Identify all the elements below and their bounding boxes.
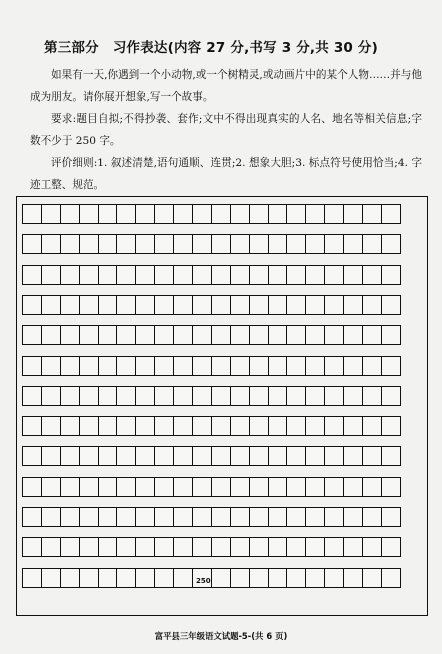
grid-cell[interactable] xyxy=(192,507,212,527)
grid-cell[interactable] xyxy=(381,295,401,315)
grid-cell[interactable] xyxy=(268,356,288,376)
grid-cell[interactable] xyxy=(22,386,42,406)
grid-cell[interactable] xyxy=(305,537,325,557)
grid-cell[interactable] xyxy=(192,477,212,497)
grid-cell[interactable] xyxy=(381,537,401,557)
page-footer: 富平县三年级语文试题-5-(共 6 页) xyxy=(154,631,288,641)
grid-cell[interactable] xyxy=(154,416,174,436)
grid-cell[interactable] xyxy=(192,265,212,285)
grid-cell[interactable] xyxy=(362,477,382,497)
grid-cell[interactable] xyxy=(305,568,325,588)
grid-cell[interactable] xyxy=(305,386,325,406)
grid-cell[interactable] xyxy=(249,537,269,557)
grid-cell[interactable] xyxy=(192,295,212,315)
grid-cell[interactable] xyxy=(305,416,325,436)
evaluation-criteria: 评价细则:1. 叙述清楚,语句通顺、连贯;2. 想象大胆;3. 标点符号使用恰当;4. 字迹工整、规范。 xyxy=(30,157,422,191)
grid-cell[interactable] xyxy=(173,507,193,527)
grid-cell[interactable] xyxy=(324,446,344,466)
grid-cell[interactable] xyxy=(60,416,80,436)
grid-cell[interactable] xyxy=(249,386,269,406)
grid-cell[interactable] xyxy=(135,356,155,376)
grid-cell[interactable] xyxy=(362,386,382,406)
grid-cell[interactable] xyxy=(41,477,61,497)
grid-cell[interactable] xyxy=(41,204,61,224)
grid-cell[interactable] xyxy=(230,204,250,224)
grid-cell[interactable] xyxy=(324,568,344,588)
grid-cell[interactable] xyxy=(286,234,306,254)
grid-cell[interactable] xyxy=(22,234,42,254)
section-title: 习作表达(内容 27 分,书写 3 分,共 30 分) xyxy=(112,40,378,56)
grid-cell[interactable] xyxy=(268,265,288,285)
grid-cell[interactable] xyxy=(211,477,231,497)
grid-cell[interactable] xyxy=(98,416,118,436)
grid-cell[interactable] xyxy=(192,204,212,224)
grid-cell[interactable] xyxy=(324,204,344,224)
grid-cell[interactable] xyxy=(22,416,42,436)
grid-cell[interactable] xyxy=(362,204,382,224)
grid-cell[interactable] xyxy=(22,325,42,345)
grid-cell[interactable] xyxy=(305,204,325,224)
grid-row xyxy=(22,446,400,466)
grid-cell[interactable] xyxy=(343,295,363,315)
grid-cell[interactable] xyxy=(230,234,250,254)
grid-cell[interactable] xyxy=(211,204,231,224)
grid-cell[interactable] xyxy=(154,446,174,466)
grid-cell[interactable] xyxy=(286,446,306,466)
grid-cell[interactable] xyxy=(362,568,382,588)
grid-cell[interactable] xyxy=(286,416,306,436)
grid-cell[interactable] xyxy=(268,477,288,497)
grid-cell[interactable] xyxy=(362,325,382,345)
grid-cell[interactable] xyxy=(116,265,136,285)
grid-cell[interactable] xyxy=(135,477,155,497)
grid-cell[interactable] xyxy=(22,477,42,497)
grid-cell[interactable] xyxy=(60,386,80,406)
grid-cell[interactable] xyxy=(305,234,325,254)
grid-cell[interactable] xyxy=(268,295,288,315)
grid-cell[interactable] xyxy=(305,507,325,527)
grid-cell[interactable] xyxy=(79,446,99,466)
grid-cell[interactable] xyxy=(154,204,174,224)
grid-cell[interactable] xyxy=(343,568,363,588)
grid-cell[interactable] xyxy=(60,204,80,224)
grid-cell[interactable] xyxy=(381,356,401,376)
grid-cell[interactable] xyxy=(249,295,269,315)
grid-cell[interactable] xyxy=(41,265,61,285)
grid-cell[interactable] xyxy=(116,477,136,497)
grid-cell[interactable] xyxy=(324,537,344,557)
grid-cell[interactable] xyxy=(343,386,363,406)
grid-cell[interactable] xyxy=(286,325,306,345)
grid-cell[interactable] xyxy=(79,477,99,497)
grid-cell[interactable] xyxy=(230,568,250,588)
grid-cell[interactable] xyxy=(60,507,80,527)
grid-cell[interactable] xyxy=(173,295,193,315)
grid-row xyxy=(22,325,400,345)
grid-cell[interactable] xyxy=(135,204,155,224)
grid-cell[interactable] xyxy=(192,325,212,345)
grid-cell[interactable] xyxy=(98,204,118,224)
grid-cell[interactable] xyxy=(381,568,401,588)
grid-cell[interactable] xyxy=(192,386,212,406)
section-part-label: 第三部分 xyxy=(44,40,99,56)
grid-cell[interactable] xyxy=(211,568,231,588)
grid-cell[interactable] xyxy=(381,325,401,345)
grid-cell[interactable] xyxy=(211,265,231,285)
grid-cell[interactable] xyxy=(41,507,61,527)
grid-cell[interactable] xyxy=(362,446,382,466)
grid-cell[interactable] xyxy=(343,234,363,254)
grid-cell[interactable] xyxy=(79,507,99,527)
grid-cell[interactable] xyxy=(286,295,306,315)
grid-cell[interactable] xyxy=(230,295,250,315)
grid-row xyxy=(22,477,400,497)
grid-cell[interactable] xyxy=(230,386,250,406)
grid-cell[interactable] xyxy=(305,477,325,497)
grid-cell[interactable] xyxy=(41,446,61,466)
grid-cell[interactable] xyxy=(98,446,118,466)
grid-cell[interactable] xyxy=(98,234,118,254)
grid-cell[interactable] xyxy=(230,507,250,527)
grid-cell[interactable] xyxy=(79,265,99,285)
grid-cell[interactable] xyxy=(305,356,325,376)
grid-cell[interactable] xyxy=(343,537,363,557)
grid-cell[interactable] xyxy=(135,446,155,466)
grid-cell[interactable] xyxy=(192,234,212,254)
grid-cell[interactable] xyxy=(154,265,174,285)
grid-cell[interactable] xyxy=(22,507,42,527)
grid-cell[interactable] xyxy=(230,416,250,436)
grid-cell[interactable] xyxy=(116,204,136,224)
grid-cell[interactable] xyxy=(135,325,155,345)
word-count-marker: 250 xyxy=(196,577,211,585)
grid-cell[interactable] xyxy=(41,325,61,345)
grid-cell[interactable] xyxy=(154,537,174,557)
grid-cell[interactable] xyxy=(79,325,99,345)
grid-cell[interactable] xyxy=(286,507,306,527)
grid-cell[interactable] xyxy=(286,568,306,588)
grid-cell[interactable] xyxy=(343,356,363,376)
grid-cell[interactable] xyxy=(22,446,42,466)
grid-cell[interactable] xyxy=(286,265,306,285)
grid-cell[interactable] xyxy=(324,416,344,436)
grid-row xyxy=(22,416,400,436)
grid-cell[interactable] xyxy=(343,204,363,224)
grid-cell[interactable] xyxy=(268,325,288,345)
section-heading xyxy=(44,36,378,56)
grid-cell[interactable] xyxy=(362,356,382,376)
writing-prompt: 如果有一天,你遇到一个小动物,或一个树精灵,或动画片中的某个人物……并与他成为朋友。请你展开想象,写一个故事。 xyxy=(30,69,422,103)
grid-cell[interactable] xyxy=(324,234,344,254)
grid-cell[interactable] xyxy=(249,507,269,527)
grid-cell[interactable] xyxy=(192,356,212,376)
grid-cell[interactable] xyxy=(154,386,174,406)
grid-cell[interactable] xyxy=(41,295,61,315)
grid-cell[interactable] xyxy=(79,537,99,557)
grid-cell[interactable] xyxy=(230,325,250,345)
grid-cell[interactable] xyxy=(173,386,193,406)
grid-cell[interactable] xyxy=(211,386,231,406)
grid-cell[interactable] xyxy=(305,446,325,466)
grid-cell[interactable] xyxy=(60,356,80,376)
grid-cell[interactable] xyxy=(249,568,269,588)
grid-cell[interactable] xyxy=(41,568,61,588)
grid-cell[interactable] xyxy=(173,265,193,285)
grid-cell[interactable] xyxy=(211,325,231,345)
grid-cell[interactable] xyxy=(98,477,118,497)
grid-cell[interactable] xyxy=(381,204,401,224)
grid-cell[interactable] xyxy=(154,356,174,376)
grid-cell[interactable] xyxy=(230,356,250,376)
grid-cell[interactable] xyxy=(135,234,155,254)
grid-cell[interactable] xyxy=(192,537,212,557)
grid-cell[interactable] xyxy=(286,356,306,376)
grid-cell[interactable] xyxy=(60,568,80,588)
grid-cell[interactable] xyxy=(22,537,42,557)
grid-cell[interactable] xyxy=(22,204,42,224)
grid-cell[interactable] xyxy=(135,416,155,436)
grid-cell[interactable] xyxy=(135,295,155,315)
grid-cell[interactable] xyxy=(324,356,344,376)
grid-cell[interactable] xyxy=(135,537,155,557)
grid-cell[interactable] xyxy=(135,507,155,527)
grid-cell[interactable] xyxy=(381,477,401,497)
grid-cell[interactable] xyxy=(211,356,231,376)
grid-cell[interactable] xyxy=(41,416,61,436)
grid-cell[interactable] xyxy=(268,234,288,254)
grid-cell[interactable] xyxy=(305,295,325,315)
grid-cell[interactable] xyxy=(324,295,344,315)
grid-cell[interactable] xyxy=(211,295,231,315)
grid-cell[interactable] xyxy=(79,416,99,436)
grid-cell[interactable] xyxy=(22,265,42,285)
grid-cell[interactable] xyxy=(98,325,118,345)
grid-cell[interactable] xyxy=(381,446,401,466)
grid-cell[interactable] xyxy=(135,265,155,285)
grid-cell[interactable] xyxy=(381,507,401,527)
grid-cell[interactable] xyxy=(249,325,269,345)
grid-cell[interactable] xyxy=(98,356,118,376)
grid-cell[interactable] xyxy=(249,204,269,224)
grid-cell[interactable] xyxy=(268,386,288,406)
grid-cell[interactable] xyxy=(192,446,212,466)
grid-cell[interactable] xyxy=(79,234,99,254)
grid-cell[interactable] xyxy=(211,507,231,527)
grid-cell[interactable] xyxy=(154,477,174,497)
grid-cell[interactable] xyxy=(211,416,231,436)
grid-row xyxy=(22,234,400,254)
grid-cell[interactable] xyxy=(211,537,231,557)
grid-cell[interactable] xyxy=(154,295,174,315)
grid-cell[interactable] xyxy=(41,356,61,376)
grid-cell[interactable] xyxy=(362,265,382,285)
grid-cell[interactable] xyxy=(116,507,136,527)
grid-cell[interactable] xyxy=(211,446,231,466)
grid-cell[interactable] xyxy=(249,234,269,254)
grid-cell[interactable] xyxy=(116,537,136,557)
writing-requirements: 要求:题目自拟;不得抄袭、套作;文中不得出现真实的人名、地名等相关信息;字数不少于 250 字。 xyxy=(30,113,422,147)
grid-row xyxy=(22,507,400,527)
grid-cell[interactable] xyxy=(230,537,250,557)
grid-cell[interactable] xyxy=(362,234,382,254)
grid-cell[interactable] xyxy=(381,386,401,406)
grid-cell[interactable] xyxy=(268,537,288,557)
grid-cell[interactable] xyxy=(343,477,363,497)
grid-cell[interactable] xyxy=(116,325,136,345)
grid-cell[interactable] xyxy=(173,204,193,224)
grid-cell[interactable] xyxy=(286,386,306,406)
grid-row xyxy=(22,356,400,376)
grid-cell[interactable] xyxy=(60,537,80,557)
grid-cell[interactable] xyxy=(249,265,269,285)
grid-cell[interactable] xyxy=(305,265,325,285)
grid-cell[interactable] xyxy=(343,507,363,527)
grid-cell[interactable] xyxy=(211,234,231,254)
grid-cell[interactable] xyxy=(79,568,99,588)
grid-row xyxy=(22,295,400,315)
grid-cell[interactable] xyxy=(41,537,61,557)
grid-cell[interactable] xyxy=(154,325,174,345)
grid-cell[interactable] xyxy=(305,325,325,345)
grid-cell[interactable] xyxy=(286,537,306,557)
grid-cell[interactable] xyxy=(249,416,269,436)
grid-cell[interactable] xyxy=(362,537,382,557)
grid-cell[interactable] xyxy=(324,477,344,497)
grid-cell[interactable] xyxy=(173,568,193,588)
grid-cell[interactable] xyxy=(173,416,193,436)
grid-cell[interactable] xyxy=(116,386,136,406)
grid-cell[interactable] xyxy=(116,356,136,376)
grid-cell[interactable] xyxy=(116,234,136,254)
grid-cell[interactable] xyxy=(343,446,363,466)
grid-cell[interactable] xyxy=(324,265,344,285)
grid-cell[interactable] xyxy=(249,356,269,376)
grid-cell[interactable] xyxy=(22,356,42,376)
grid-cell[interactable] xyxy=(286,477,306,497)
grid-cell[interactable] xyxy=(268,204,288,224)
grid-cell[interactable] xyxy=(249,446,269,466)
grid-cell[interactable] xyxy=(324,325,344,345)
grid-cell[interactable] xyxy=(154,568,174,588)
grid-cell[interactable] xyxy=(116,295,136,315)
grid-cell[interactable] xyxy=(173,446,193,466)
grid-cell[interactable] xyxy=(135,568,155,588)
grid-cell[interactable] xyxy=(381,265,401,285)
grid-row xyxy=(22,265,400,285)
grid-cell[interactable] xyxy=(268,446,288,466)
grid-cell[interactable] xyxy=(41,386,61,406)
grid-cell[interactable] xyxy=(60,234,80,254)
grid-cell[interactable] xyxy=(343,416,363,436)
grid-cell[interactable] xyxy=(173,325,193,345)
grid-cell[interactable] xyxy=(79,204,99,224)
grid-cell[interactable] xyxy=(154,234,174,254)
grid-cell[interactable] xyxy=(192,416,212,436)
grid-cell[interactable] xyxy=(22,295,42,315)
grid-cell[interactable] xyxy=(135,386,155,406)
grid-cell[interactable] xyxy=(79,295,99,315)
grid-cell[interactable] xyxy=(116,568,136,588)
grid-cell[interactable] xyxy=(268,416,288,436)
grid-cell[interactable] xyxy=(381,234,401,254)
grid-cell[interactable] xyxy=(154,507,174,527)
grid-row xyxy=(22,204,400,224)
grid-cell[interactable] xyxy=(98,265,118,285)
grid-cell[interactable] xyxy=(60,265,80,285)
grid-cell[interactable] xyxy=(362,295,382,315)
grid-cell[interactable] xyxy=(98,568,118,588)
composition-grid[interactable] xyxy=(16,196,428,616)
grid-cell[interactable] xyxy=(98,507,118,527)
grid-cell[interactable] xyxy=(268,568,288,588)
grid-cell[interactable] xyxy=(116,416,136,436)
grid-cell[interactable] xyxy=(173,537,193,557)
grid-cell[interactable] xyxy=(230,446,250,466)
grid-cell[interactable] xyxy=(79,356,99,376)
grid-cell[interactable] xyxy=(286,204,306,224)
grid-cell[interactable] xyxy=(173,356,193,376)
grid-cell[interactable] xyxy=(230,477,250,497)
grid-cell[interactable] xyxy=(98,386,118,406)
grid-cell[interactable] xyxy=(362,507,382,527)
grid-cell[interactable] xyxy=(116,446,136,466)
grid-cell[interactable] xyxy=(173,234,193,254)
grid-cell[interactable] xyxy=(79,386,99,406)
grid-cell[interactable] xyxy=(173,477,193,497)
grid-cell[interactable] xyxy=(381,416,401,436)
grid-cell[interactable] xyxy=(41,234,61,254)
grid-cell[interactable] xyxy=(343,265,363,285)
grid-row xyxy=(22,386,400,406)
grid-cell[interactable] xyxy=(268,507,288,527)
grid-cell[interactable] xyxy=(324,386,344,406)
grid-row xyxy=(22,537,400,557)
grid-cell[interactable] xyxy=(324,507,344,527)
grid-cell[interactable] xyxy=(60,446,80,466)
grid-cell[interactable] xyxy=(249,477,269,497)
grid-cell[interactable] xyxy=(60,295,80,315)
grid-cell[interactable] xyxy=(60,477,80,497)
grid-cell[interactable] xyxy=(362,416,382,436)
grid-cell[interactable] xyxy=(343,325,363,345)
grid-cell[interactable] xyxy=(98,537,118,557)
grid-cell[interactable] xyxy=(60,325,80,345)
grid-cell[interactable] xyxy=(22,568,42,588)
grid-cell[interactable] xyxy=(230,265,250,285)
grid-cell[interactable] xyxy=(98,295,118,315)
